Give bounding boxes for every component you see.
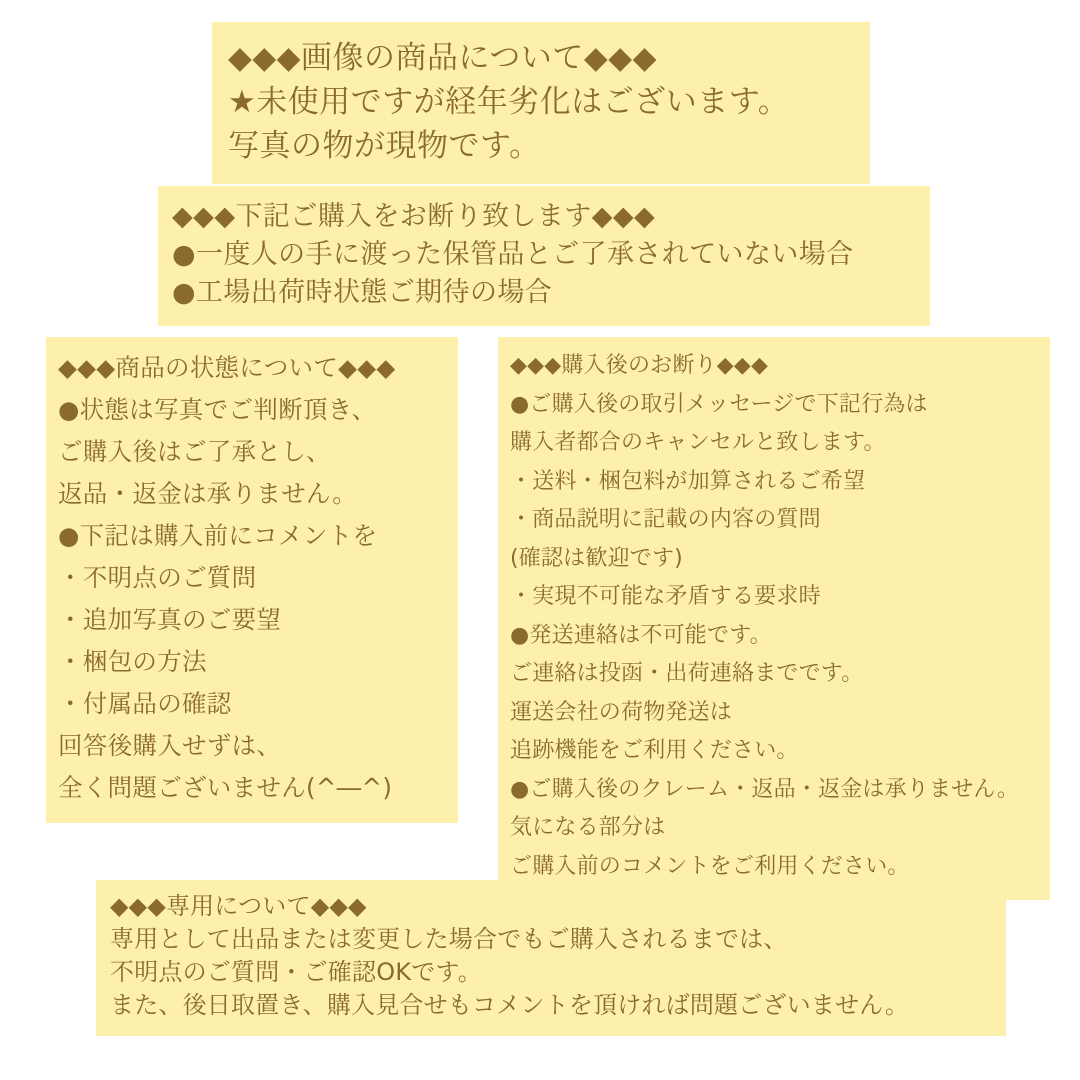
after-purchase-line-6: (確認は歓迎です) xyxy=(510,545,683,571)
after-purchase-line-12: ●ご購入後のクレーム・返品・返金は承りません。 xyxy=(510,776,1020,802)
condition-line-3: ご購入後はご了承とし、 xyxy=(58,437,331,466)
after-purchase-line-10: 運送会社の荷物発送は xyxy=(510,699,733,725)
reserved-line-1: ◆◆◆専用について◆◆◆ xyxy=(110,892,367,920)
reserved-line-3: 不明点のご質問・ご確認OKです。 xyxy=(110,958,482,986)
after-purchase-line-9: ご連絡は投函・出荷連絡までです。 xyxy=(510,661,864,686)
after-purchase-line-7: ・実現不可能な矛盾する要求時 xyxy=(510,584,821,609)
condition-line-8: ・梱包の方法 xyxy=(58,647,207,676)
condition-line-10: 回答後購入せずは、 xyxy=(58,731,282,760)
item-condition-panel xyxy=(46,337,458,823)
after-purchase-line-5: ・商品説明に記載の内容の質問 xyxy=(510,507,821,532)
after-purchase-line-3: 購入者都合のキャンセルと致します。 xyxy=(510,430,886,455)
product-note-panel xyxy=(212,22,870,184)
after-purchase-line-2: ●ご購入後の取引メッセージで下記行為は xyxy=(510,391,928,417)
product-note-line-2: ★未使用ですが経年劣化はございます。 xyxy=(228,84,790,120)
after-purchase-line-14: ご購入前のコメントをご利用ください。 xyxy=(510,853,910,879)
condition-line-1: ◆◆◆商品の状態について◆◆◆ xyxy=(58,353,396,382)
product-note-line-3: 写真の物が現物です。 xyxy=(228,128,541,164)
after-purchase-line-11: 追跡機能をご利用ください。 xyxy=(510,738,799,763)
reserved-line-4: また、後日取置き、購入見合せもコメントを頂ければ問題ございません。 xyxy=(110,991,910,1019)
condition-line-4: 返品・返金は承りません。 xyxy=(58,479,358,508)
after-purchase-line-1: ◆◆◆購入後のお断り◆◆◆ xyxy=(510,353,769,378)
refuse-line-1: ◆◆◆下記ご購入をお断り致します◆◆◆ xyxy=(172,201,656,232)
condition-line-6: ・不明点のご質問 xyxy=(58,563,257,592)
condition-line-7: ・追加写真のご要望 xyxy=(58,605,282,634)
refuse-purchase-panel xyxy=(158,186,930,326)
product-note-line-1: ◆◆◆画像の商品について◆◆◆ xyxy=(228,40,657,76)
reserved-line-2: 専用として出品または変更した場合でもご購入されるまでは、 xyxy=(110,925,788,953)
refuse-line-2: ●一度人の手に渡った保管品とご了承されていない場合 xyxy=(172,239,854,270)
after-purchase-panel xyxy=(498,337,1050,900)
reserved-info-panel xyxy=(96,880,1006,1036)
condition-line-2: ●状態は写真でご判断頂き、 xyxy=(58,395,377,424)
condition-line-9: ・付属品の確認 xyxy=(58,689,232,718)
after-purchase-line-4: ・送料・梱包料が加算されるご希望 xyxy=(510,468,866,494)
after-purchase-line-8: ●発送連絡は不可能です。 xyxy=(510,622,772,648)
condition-line-11: 全く問題ございません(^―^) xyxy=(58,773,393,802)
after-purchase-line-13: 気になる部分は xyxy=(510,815,666,840)
condition-line-5: ●下記は購入前にコメントを xyxy=(58,521,378,550)
refuse-line-3: ●工場出荷時状態ご期待の場合 xyxy=(172,277,553,308)
